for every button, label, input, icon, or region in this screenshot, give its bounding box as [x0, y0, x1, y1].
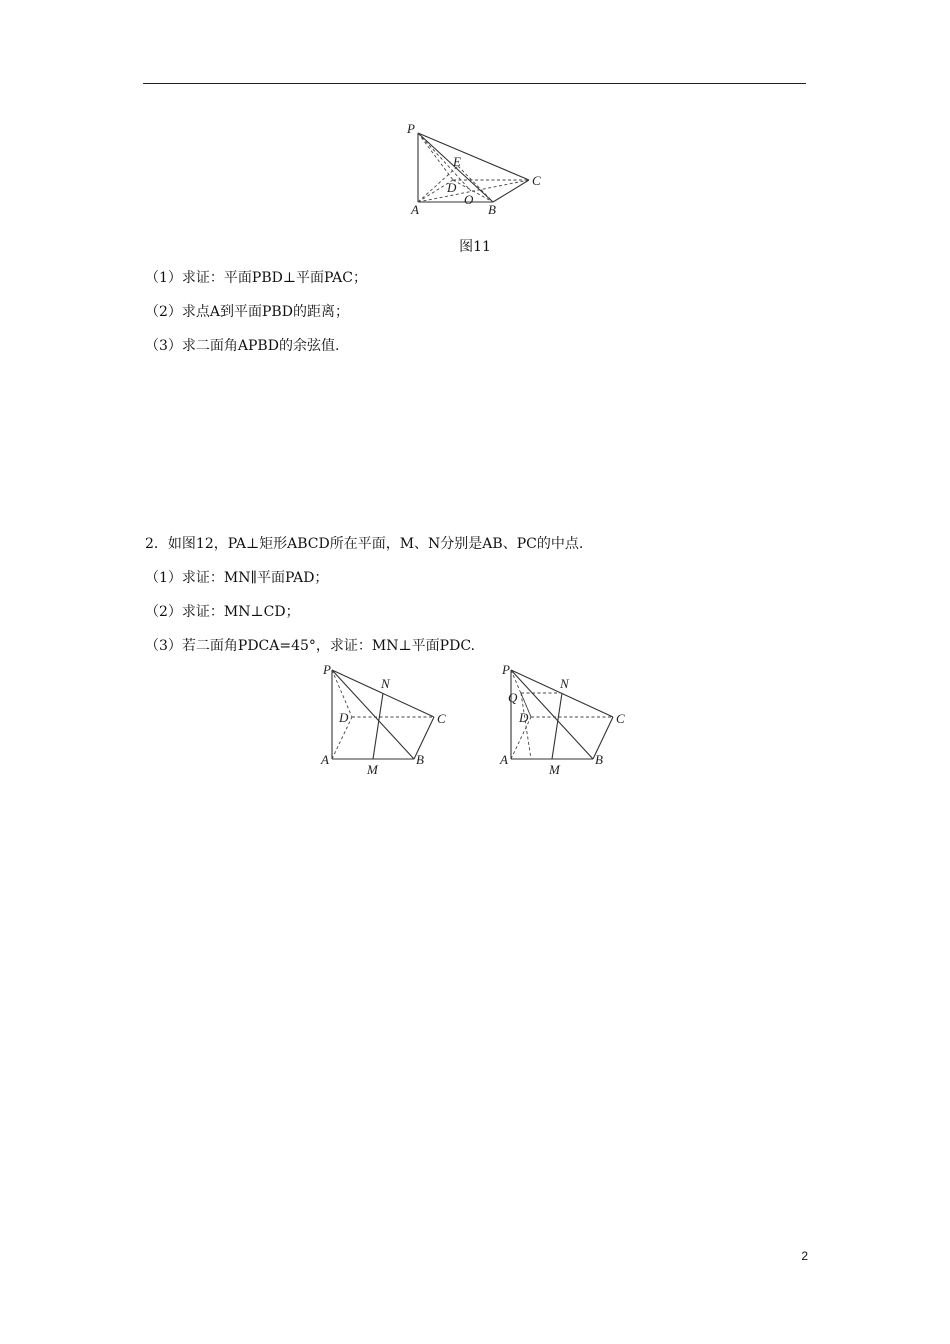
figure-11-caption: 图11	[459, 239, 491, 255]
fig12r-label-p: P	[502, 662, 510, 677]
fig12l-label-m: M	[367, 762, 378, 777]
fig11-label-a: A	[411, 202, 419, 217]
problem2-item-1: （1）求证：MN∥平面PAD；	[145, 570, 329, 586]
fig12l-label-a: A	[321, 752, 329, 767]
fig11-label-o: O	[464, 192, 474, 207]
problem2-intro: 2．如图12，PA⊥矩形ABCD所在平面，M、N分别是AB、PC的中点.	[145, 536, 584, 552]
fig11-label-p: P	[407, 121, 415, 136]
fig12l-label-d: D	[339, 710, 349, 725]
fig12r-label-n: N	[560, 676, 569, 691]
fig12r-label-a: A	[500, 752, 508, 767]
problem1-item-1: （1）求证：平面PBD⊥平面PAC；	[145, 270, 367, 286]
fig11-label-e: E	[453, 154, 461, 169]
fig12r-label-d: D	[519, 710, 529, 725]
fig12r-label-b: B	[595, 752, 603, 767]
problem2-item-2: （2）求证：MN⊥CD；	[145, 604, 300, 620]
fig12l-label-c: C	[437, 711, 446, 726]
fig12l-label-p: P	[323, 662, 331, 677]
problem2-item-3: （3）若二面角PDCA=45°，求证：MN⊥平面PDC.	[145, 638, 475, 654]
header-rule	[143, 83, 806, 84]
figure-12-left-diagram	[318, 660, 453, 780]
fig11-label-b: B	[488, 202, 496, 217]
problem1-item-3: （3）求二面角APBD的余弦值.	[145, 338, 340, 354]
problem1-item-2: （2）求点A到平面PBD的距离；	[145, 304, 349, 320]
fig11-label-c: C	[532, 173, 541, 188]
fig12r-label-m: M	[549, 762, 560, 777]
figure-11-diagram	[395, 118, 555, 223]
fig12l-label-n: N	[381, 676, 390, 691]
fig11-label-d: D	[447, 180, 457, 195]
figure-12-right-diagram	[497, 660, 637, 780]
fig12l-label-b: B	[416, 752, 424, 767]
fig12r-label-q: Q	[508, 690, 518, 705]
fig12r-label-c: C	[616, 711, 625, 726]
page-number: 2	[801, 1249, 808, 1263]
